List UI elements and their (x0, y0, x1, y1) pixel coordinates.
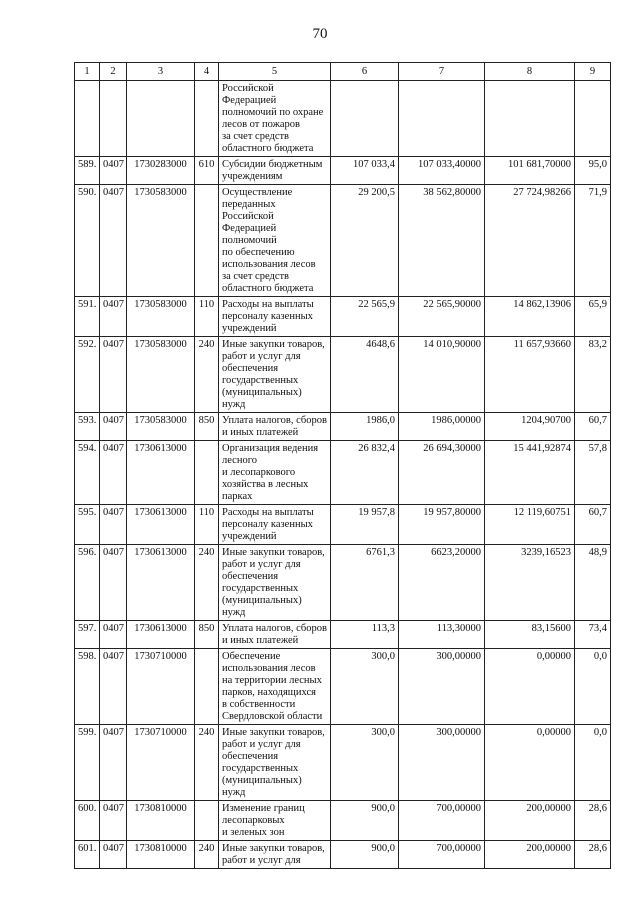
expense-type-cell: 110 (195, 505, 219, 545)
execution-percent-cell: 28,6 (575, 801, 611, 841)
target-code-cell: 1730283000 (127, 157, 195, 185)
expense-type-cell: 110 (195, 297, 219, 337)
table-row (75, 441, 611, 505)
item-name-cell: Обеспечение использования лесов на территории лесных парков, находящихся в собственности Свердловской области (219, 649, 331, 725)
column-header: 1 (75, 63, 100, 81)
item-name-cell: Организация ведения лесного и лесопаркового хозяйства в лесных парках (219, 441, 331, 505)
approved-amount-cell: 22 565,9 (331, 297, 399, 337)
row-number-cell: 594. (75, 441, 100, 505)
executed-amount-cell: 1204,90700 (485, 413, 575, 441)
item-name-cell: Иные закупки товаров, работ и услуг для обеспечения государственных (муниципальных) нужд (219, 337, 331, 413)
target-code-cell: 1730613000 (127, 545, 195, 621)
planned-amount-cell: 26 694,30000 (399, 441, 485, 505)
section-code-cell: 0407 (100, 801, 127, 841)
target-code-cell: 1730710000 (127, 649, 195, 725)
section-code-cell: 0407 (100, 297, 127, 337)
item-name-cell: Иные закупки товаров, работ и услуг для (219, 841, 331, 869)
execution-percent-cell: 0,0 (575, 725, 611, 801)
execution-percent-cell: 60,7 (575, 505, 611, 545)
planned-amount-cell: 300,00000 (399, 725, 485, 801)
row-number-cell: 593. (75, 413, 100, 441)
column-header: 6 (331, 63, 399, 81)
planned-amount-cell: 38 562,80000 (399, 185, 485, 297)
approved-amount-cell: 900,0 (331, 801, 399, 841)
planned-amount-cell: 19 957,80000 (399, 505, 485, 545)
row-number-cell: 589. (75, 157, 100, 185)
approved-amount-cell: 19 957,8 (331, 505, 399, 545)
expense-type-cell (195, 185, 219, 297)
column-header: 3 (127, 63, 195, 81)
planned-amount-cell: 14 010,90000 (399, 337, 485, 413)
table-row (75, 801, 611, 841)
section-code-cell: 0407 (100, 413, 127, 441)
target-code-cell: 1730810000 (127, 801, 195, 841)
planned-amount-cell: 300,00000 (399, 649, 485, 725)
target-code-cell: 1730583000 (127, 297, 195, 337)
approved-amount-cell: 300,0 (331, 649, 399, 725)
executed-amount-cell: 27 724,98266 (485, 185, 575, 297)
item-name-cell: Осуществление переданных Российской Федерацией полномочий по обеспечению использования лесов за счет средств областного бюджета (219, 185, 331, 297)
expense-type-cell (195, 441, 219, 505)
planned-amount-cell: 1986,00000 (399, 413, 485, 441)
table-row (75, 185, 611, 297)
page-number: 70 (312, 26, 328, 42)
planned-amount-cell: 113,30000 (399, 621, 485, 649)
execution-percent-cell: 28,6 (575, 841, 611, 869)
section-code-cell: 0407 (100, 185, 127, 297)
item-name-cell: Расходы на выплаты персоналу казенных учреждений (219, 297, 331, 337)
target-code-cell: 1730810000 (127, 841, 195, 869)
planned-amount-cell (399, 81, 485, 157)
item-name-cell: Субсидии бюджетным учреждениям (219, 157, 331, 185)
planned-amount-cell: 107 033,40000 (399, 157, 485, 185)
item-name-cell: Российской Федерацией полномочий по охране лесов от пожаров за счет средств областного бюджета (219, 81, 331, 157)
row-number-cell: 600. (75, 801, 100, 841)
approved-amount-cell: 300,0 (331, 725, 399, 801)
target-code-cell: 1730583000 (127, 413, 195, 441)
section-code-cell: 0407 (100, 441, 127, 505)
planned-amount-cell: 22 565,90000 (399, 297, 485, 337)
row-number-cell: 596. (75, 545, 100, 621)
expense-type-cell: 240 (195, 337, 219, 413)
item-name-cell: Иные закупки товаров, работ и услуг для обеспечения государственных (муниципальных) нужд (219, 725, 331, 801)
approved-amount-cell: 900,0 (331, 841, 399, 869)
section-code-cell: 0407 (100, 157, 127, 185)
approved-amount-cell: 107 033,4 (331, 157, 399, 185)
item-name-cell: Изменение границ лесопарковых и зеленых зон (219, 801, 331, 841)
row-number-cell: 595. (75, 505, 100, 545)
executed-amount-cell: 15 441,92874 (485, 441, 575, 505)
table-row (75, 81, 611, 157)
execution-percent-cell: 57,8 (575, 441, 611, 505)
expense-type-cell: 240 (195, 545, 219, 621)
table-row (75, 413, 611, 441)
section-code-cell: 0407 (100, 545, 127, 621)
row-number-cell: 599. (75, 725, 100, 801)
table-row (75, 505, 611, 545)
executed-amount-cell: 101 681,70000 (485, 157, 575, 185)
row-number-cell: 597. (75, 621, 100, 649)
section-code-cell: 0407 (100, 725, 127, 801)
executed-amount-cell: 12 119,60751 (485, 505, 575, 545)
table-row (75, 157, 611, 185)
column-header: 4 (195, 63, 219, 81)
budget-table (74, 62, 611, 869)
execution-percent-cell: 71,9 (575, 185, 611, 297)
target-code-cell: 1730613000 (127, 621, 195, 649)
expense-type-cell: 240 (195, 841, 219, 869)
executed-amount-cell: 11 657,93660 (485, 337, 575, 413)
expense-type-cell: 610 (195, 157, 219, 185)
row-number-cell: 591. (75, 297, 100, 337)
target-code-cell: 1730583000 (127, 185, 195, 297)
column-header: 5 (219, 63, 331, 81)
header-row (75, 63, 611, 81)
item-name-cell: Иные закупки товаров, работ и услуг для обеспечения государственных (муниципальных) нужд (219, 545, 331, 621)
execution-percent-cell: 83,2 (575, 337, 611, 413)
row-number-cell: 601. (75, 841, 100, 869)
execution-percent-cell: 73,4 (575, 621, 611, 649)
execution-percent-cell: 60,7 (575, 413, 611, 441)
expense-type-cell: 850 (195, 413, 219, 441)
planned-amount-cell: 700,00000 (399, 801, 485, 841)
table-row (75, 621, 611, 649)
approved-amount-cell (331, 81, 399, 157)
column-header: 7 (399, 63, 485, 81)
executed-amount-cell: 83,15600 (485, 621, 575, 649)
executed-amount-cell: 200,00000 (485, 801, 575, 841)
section-code-cell: 0407 (100, 649, 127, 725)
target-code-cell: 1730710000 (127, 725, 195, 801)
execution-percent-cell: 95,0 (575, 157, 611, 185)
item-name-cell: Уплата налогов, сборов и иных платежей (219, 413, 331, 441)
execution-percent-cell (575, 81, 611, 157)
expense-type-cell (195, 649, 219, 725)
table-row (75, 297, 611, 337)
table-row (75, 841, 611, 869)
expense-type-cell: 240 (195, 725, 219, 801)
section-code-cell (100, 81, 127, 157)
column-header: 8 (485, 63, 575, 81)
target-code-cell: 1730613000 (127, 505, 195, 545)
row-number-cell (75, 81, 100, 157)
executed-amount-cell: 0,00000 (485, 649, 575, 725)
target-code-cell: 1730583000 (127, 337, 195, 413)
approved-amount-cell: 29 200,5 (331, 185, 399, 297)
expense-type-cell (195, 81, 219, 157)
expense-type-cell (195, 801, 219, 841)
approved-amount-cell: 1986,0 (331, 413, 399, 441)
section-code-cell: 0407 (100, 841, 127, 869)
target-code-cell: 1730613000 (127, 441, 195, 505)
approved-amount-cell: 4648,6 (331, 337, 399, 413)
table-row (75, 337, 611, 413)
item-name-cell: Расходы на выплаты персоналу казенных учреждений (219, 505, 331, 545)
executed-amount-cell: 3239,16523 (485, 545, 575, 621)
row-number-cell: 598. (75, 649, 100, 725)
executed-amount-cell (485, 81, 575, 157)
column-header: 9 (575, 63, 611, 81)
table-row (75, 725, 611, 801)
execution-percent-cell: 48,9 (575, 545, 611, 621)
approved-amount-cell: 26 832,4 (331, 441, 399, 505)
section-code-cell: 0407 (100, 337, 127, 413)
target-code-cell (127, 81, 195, 157)
column-header: 2 (100, 63, 127, 81)
row-number-cell: 592. (75, 337, 100, 413)
executed-amount-cell: 0,00000 (485, 725, 575, 801)
approved-amount-cell: 6761,3 (331, 545, 399, 621)
execution-percent-cell: 65,9 (575, 297, 611, 337)
item-name-cell: Уплата налогов, сборов и иных платежей (219, 621, 331, 649)
row-number-cell: 590. (75, 185, 100, 297)
expense-type-cell: 850 (195, 621, 219, 649)
table-row (75, 545, 611, 621)
section-code-cell: 0407 (100, 505, 127, 545)
executed-amount-cell: 200,00000 (485, 841, 575, 869)
planned-amount-cell: 6623,20000 (399, 545, 485, 621)
execution-percent-cell: 0,0 (575, 649, 611, 725)
approved-amount-cell: 113,3 (331, 621, 399, 649)
table-row (75, 649, 611, 725)
executed-amount-cell: 14 862,13906 (485, 297, 575, 337)
section-code-cell: 0407 (100, 621, 127, 649)
planned-amount-cell: 700,00000 (399, 841, 485, 869)
